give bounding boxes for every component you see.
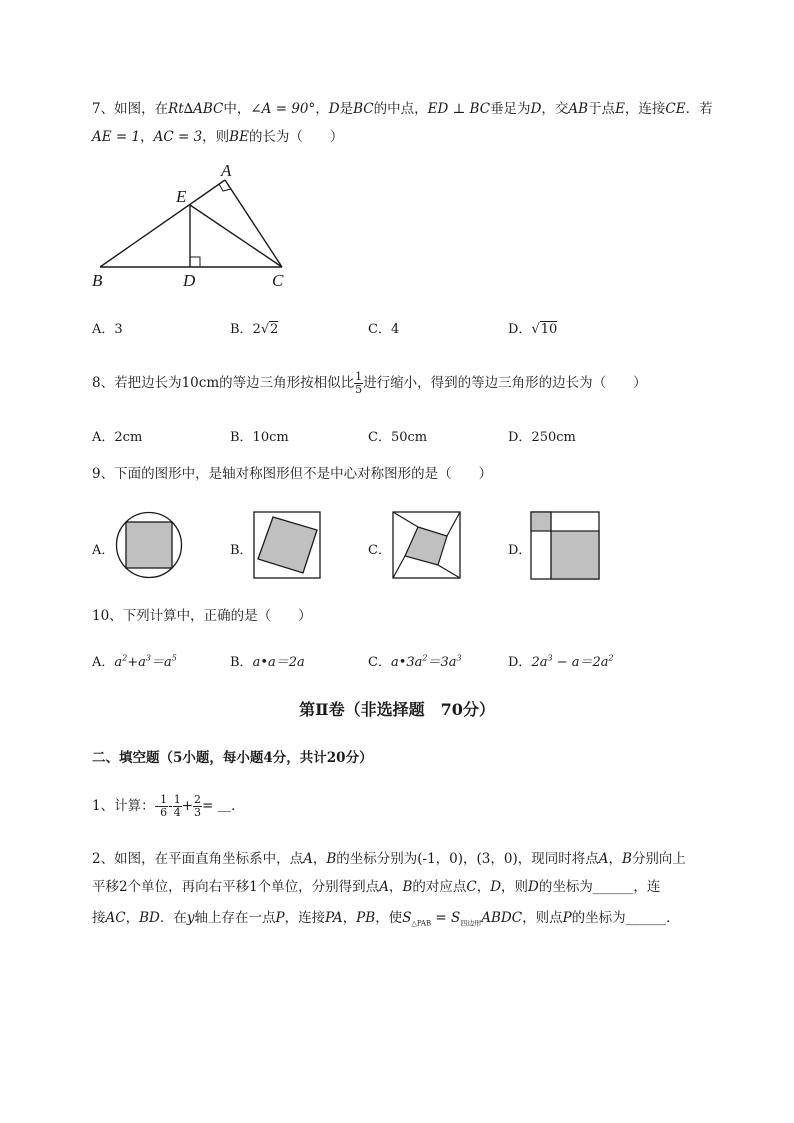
fraction-denominator: 4	[173, 806, 181, 819]
q10-option-c[interactable]	[368, 651, 462, 670]
fill2-text: ，连接	[284, 910, 326, 926]
minus-sign: -	[168, 798, 173, 814]
sqrt-icon: √	[531, 322, 540, 337]
q10-option-d[interactable]	[508, 651, 614, 670]
equals-sign: =	[202, 798, 218, 814]
q9-figure-c-line	[393, 512, 418, 527]
fill2-point-b: B	[402, 879, 413, 895]
fill2-text: ，	[476, 879, 491, 895]
fraction-denominator: 6	[160, 806, 168, 819]
q7-text: 的中点，	[373, 101, 428, 117]
q7-right-angle-d	[190, 257, 200, 267]
q9-option-d[interactable]	[508, 539, 531, 558]
fill2-line2	[92, 873, 752, 901]
q9-figure-d-large-square	[551, 531, 599, 579]
fill2-text: ，连	[633, 879, 661, 895]
q8-option-d[interactable]: D．250cm	[508, 430, 576, 445]
fill2-text: 分别向上	[631, 851, 686, 867]
option-label: B．	[230, 655, 253, 670]
q7-seg-ab: AB	[568, 101, 589, 117]
q9-figure-c-line	[438, 565, 460, 578]
q7-point-d: D	[530, 101, 542, 117]
q7-line2	[92, 124, 752, 150]
q7-segment-ac	[225, 180, 282, 267]
option-radicand: 2	[270, 322, 279, 337]
q7-cond-ae: AE = 1	[92, 129, 141, 145]
fill2-point-d: D	[490, 879, 502, 895]
fill2-point-c: C	[466, 879, 477, 895]
option-label: A．	[92, 655, 115, 670]
fill2-text: 的坐标为	[538, 879, 593, 895]
q7-seg-be: BE	[229, 129, 249, 145]
fill1-fraction-3	[193, 794, 202, 819]
q7-text: ．若	[685, 101, 713, 117]
fill2-text: ，则	[501, 879, 529, 895]
option-label: B．	[230, 322, 253, 337]
q7-point-d: D	[328, 101, 340, 117]
section-fill-in-title: 二、填空题（5小题，每小题4分，共计20分）	[92, 750, 373, 766]
q9-figure-d	[530, 511, 601, 580]
q9-figure-d-small-square	[531, 512, 551, 531]
q7-angle-condition: ∠A = 90°	[250, 101, 316, 117]
option-label: C．	[368, 543, 391, 558]
q9-stem	[92, 461, 492, 487]
option-label: D．	[508, 543, 532, 558]
part2-title: 第Ⅱ卷（非选择题 70分）	[299, 700, 495, 719]
sqrt-icon: √	[260, 322, 270, 337]
fill2-point-b: B	[622, 851, 632, 867]
option-label: C．	[368, 655, 391, 670]
q9-figure-c	[392, 511, 462, 579]
q7-text: ，	[315, 101, 329, 117]
q8-stem	[92, 368, 752, 398]
q7-seg-bc: BC	[353, 101, 374, 117]
q7-option-c[interactable]	[368, 318, 399, 337]
fill2-point-a: A	[379, 879, 389, 895]
fill2-seg-bd: BD	[139, 910, 160, 926]
fill2-text: ．	[666, 910, 680, 926]
fill2-text: 2、如图，在平面直角坐标系中，点	[92, 851, 304, 867]
q8-ratio-fraction	[354, 371, 363, 396]
q7-cond-ac: AC = 3	[153, 129, 203, 145]
q9-figure-a-square	[126, 522, 172, 568]
fill2-axis-y: y	[186, 910, 195, 926]
q7-label-b: B	[92, 271, 103, 290]
fill1-stem	[92, 790, 245, 822]
q10-stem	[92, 603, 312, 629]
fraction-numerator: 1	[355, 370, 363, 383]
q9-option-b[interactable]	[230, 539, 253, 558]
q7-text: 如图，在	[114, 101, 169, 117]
fraction-denominator: 3	[194, 806, 202, 819]
fill2-point-a: A	[303, 851, 313, 867]
fill2-seg-pb: PB	[356, 910, 376, 926]
fill2-text: 接	[92, 910, 106, 926]
q9-number: 9、	[92, 466, 115, 482]
fill2-text: ，	[342, 910, 357, 926]
fill2-text: 平移2个单位，再向右平移1个单位，分别得到点	[92, 879, 380, 895]
q8-text: 若把边长为10cm的等边三角形按相似比	[114, 375, 355, 391]
q7-point-e: E	[615, 101, 625, 117]
q9-option-c[interactable]	[368, 539, 391, 558]
q7-text: ，则	[202, 129, 230, 145]
q9-figure-b-rotated-square	[258, 517, 317, 573]
q9-figure-b	[253, 511, 322, 579]
fill2-area-symbol: S	[402, 910, 412, 926]
fill2-text: ，则点	[522, 910, 563, 926]
q7-text: ，连接	[624, 101, 666, 117]
fill2-text: 的对应点	[412, 879, 467, 895]
fill1-number: 1、	[92, 798, 115, 814]
fill2-text: ．在	[159, 910, 187, 926]
fill2-point-d: D	[528, 879, 539, 895]
q7-text: 垂足为	[490, 101, 531, 117]
fill2-quad-abdc: ABDC	[481, 910, 523, 926]
fraction-numerator: 1	[160, 793, 168, 806]
fill2-area-subscript: △PAB	[411, 919, 432, 928]
fill2-text: 的坐标为	[571, 910, 626, 926]
minus-sign: -	[154, 798, 160, 814]
q9-figure-c-line	[447, 512, 460, 536]
option-value: 2	[252, 322, 261, 337]
q7-text: ，交	[541, 101, 569, 117]
q10-option-a[interactable]	[92, 651, 177, 670]
fill2-point-p: P	[275, 910, 285, 926]
fill2-text: 轴上存在一点	[194, 910, 276, 926]
q7-text: 的长为（ ）	[248, 129, 344, 145]
option-value: 3	[114, 322, 123, 337]
q8-number: 8、	[92, 375, 115, 391]
fraction-denominator: 5	[355, 383, 363, 396]
fill2-answer-blank-1[interactable]: ______	[592, 879, 634, 895]
fill1-fraction-1	[159, 794, 168, 819]
fraction-numerator: 2	[194, 793, 202, 806]
fill2-point-a: A	[598, 851, 609, 867]
fill2-text: =	[431, 910, 451, 926]
option-label: D．	[508, 655, 532, 670]
q10-text: 下列计算中，正确的是（ ）	[122, 608, 312, 624]
plus-sign: +	[181, 798, 194, 814]
fill2-text: ，	[312, 851, 327, 867]
q7-text: ，	[140, 129, 154, 145]
fill1-answer-blank[interactable]: ＿．	[217, 798, 245, 814]
q7-number: 7、	[92, 101, 115, 117]
q9-figure-a	[114, 510, 184, 580]
q7-segment-ba	[100, 180, 225, 267]
q8-option-b[interactable]: B．10cm	[230, 430, 289, 445]
option-label: B．	[230, 543, 253, 558]
fill2-text: ，	[388, 879, 403, 895]
q9-figure-c-line	[393, 556, 405, 578]
q7-line1	[92, 96, 752, 122]
q8-option-c[interactable]: C．50cm	[368, 430, 428, 445]
q7-option-a[interactable]	[92, 318, 123, 337]
q8-option-a[interactable]: A．2cm	[92, 430, 143, 445]
fill2-point-p: P	[562, 910, 572, 926]
fill1-text: 计算：	[114, 798, 155, 814]
q7-triangle-figure	[86, 160, 296, 295]
q7-option-d[interactable]	[508, 318, 557, 337]
option-label: C．	[368, 322, 391, 337]
option-label: A．	[92, 322, 115, 337]
fill2-text: ，	[125, 910, 140, 926]
fill2-line3	[92, 904, 752, 938]
fill2-seg-pa: PA	[325, 910, 343, 926]
fill2-seg-ac: AC	[105, 910, 126, 926]
fill2-line1	[92, 845, 752, 873]
q7-label-a: A	[221, 161, 232, 180]
fill2-text: ，使	[375, 910, 403, 926]
q9-option-a[interactable]	[92, 539, 114, 558]
option-expression: $a^2+a^3=a^5$	[114, 653, 177, 670]
q7-seg-ce: CE	[665, 101, 686, 117]
q7-perp-condition: ED ⊥ BC	[427, 101, 491, 117]
fill2-text: ，	[608, 851, 623, 867]
q7-option-b[interactable]	[230, 318, 278, 337]
q8-text: 进行缩小，得到的等边三角形的边长为（ ）	[363, 375, 647, 391]
fill2-answer-blank-2[interactable]: ______	[625, 910, 667, 926]
option-radicand: 10	[540, 322, 558, 337]
fraction-numerator: 1	[173, 793, 181, 806]
option-value: 4	[390, 322, 400, 337]
q9-text: 下面的图形中，是轴对称图形但不是中心对称图形的是（ ）	[114, 466, 493, 482]
q7-text: 于点	[588, 101, 616, 117]
option-expression: $2a^3 - a=2a^2$	[531, 653, 614, 670]
q7-text: 是	[339, 101, 354, 117]
q7-rt-abc: Rt∆ABC	[168, 101, 224, 117]
q7-label-e: E	[176, 187, 187, 206]
option-label: A．	[92, 543, 115, 558]
q9-figure-c-inner-square	[405, 527, 447, 565]
fill2-area-subscript: 四边形	[460, 919, 482, 928]
q7-label-d: D	[183, 271, 196, 290]
q7-segment-ec	[190, 205, 282, 267]
fill2-area-symbol: S	[451, 910, 461, 926]
q7-text: 中，	[223, 101, 251, 117]
option-expression: a•a＝2a	[252, 655, 305, 670]
fill1-fraction-2	[173, 794, 182, 819]
option-label: D．	[508, 322, 532, 337]
fill2-text: 的坐标分别为(-1，0)，(3，0)，现同时将点	[336, 851, 599, 867]
q7-label-c: C	[272, 271, 284, 290]
q10-option-b[interactable]	[230, 651, 305, 670]
option-expression: $a•3a^2=3a^3$	[390, 653, 462, 670]
fill2-point-b: B	[326, 851, 337, 867]
q10-number: 10、	[92, 608, 123, 624]
